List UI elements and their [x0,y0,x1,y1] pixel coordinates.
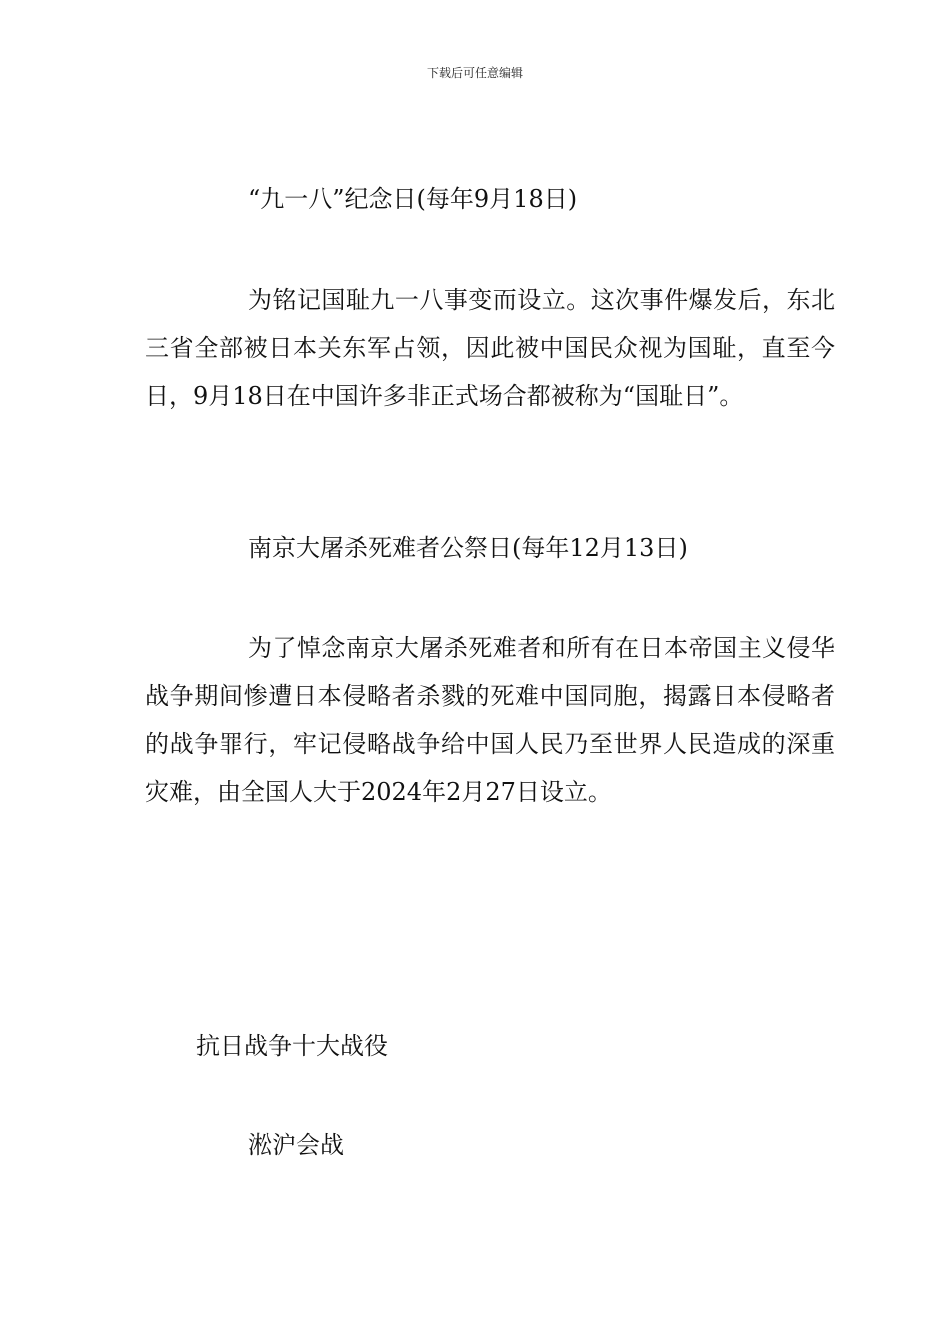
section-heading-918: “九一八”纪念日(每年9月18日) [248,185,578,213]
section-heading-nanjing: 南京大屠杀死难者公祭日(每年12月13日) [248,534,688,562]
battles-title: 抗日战争十大战役 [196,1032,388,1060]
section-body-nanjing: 为了悼念南京大屠杀死难者和所有在日本帝国主义侵华战争期间惨遭日本侵略者杀戮的死难中国同胞，揭露日本侵略者的战争罪行，牢记侵略战争给中国人民乃至世界人民造成的深重灾难，由全国人大于2024年2月27日设立。 [145,634,835,806]
section-body-918: 为铭记国耻九一八事变而设立。这次事件爆发后，东北三省全部被日本关东军占领，因此被中国民众视为国耻，直至今日，9月18日在中国许多非正式场合都被称为“国耻日”。 [145,286,835,410]
battle-item-songhu: 淞沪会战 [248,1131,344,1159]
header-note: 下载后可任意编辑 [426,66,523,80]
